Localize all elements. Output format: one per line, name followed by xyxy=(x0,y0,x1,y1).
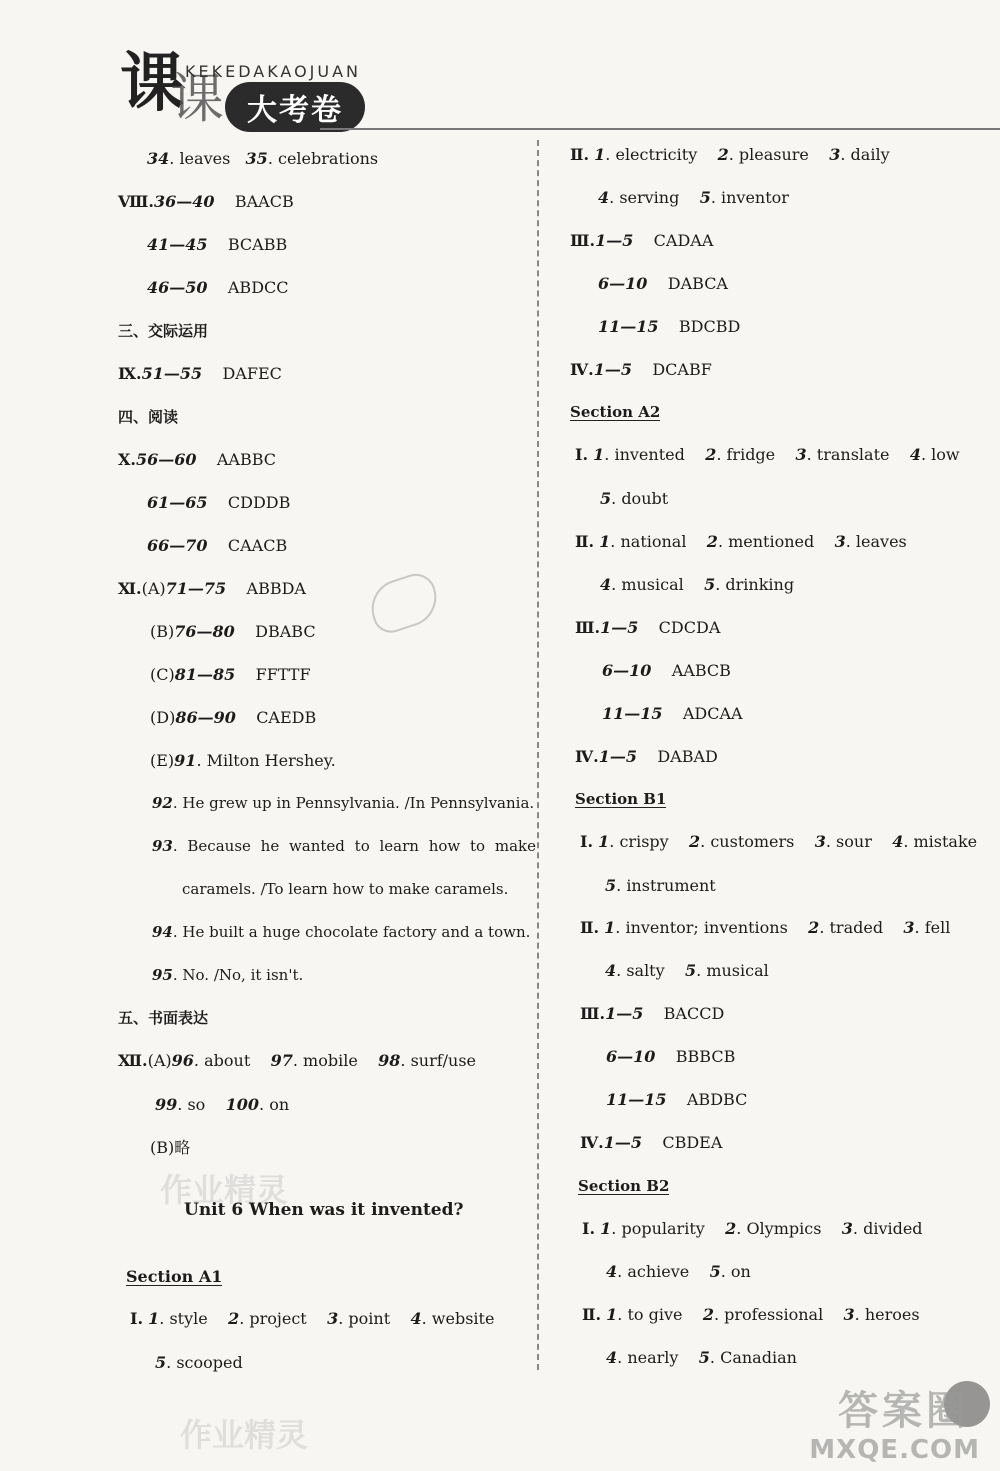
answer-line-34: 34. leaves 35. celebrations xyxy=(147,149,379,168)
answer-line-93: 93. Because he wanted to learn how to make xyxy=(152,837,536,855)
logo-char: 课 xyxy=(120,46,184,121)
answer-line-a2-ii: Ⅱ. 1. national 2. mentioned 3. leaves xyxy=(575,532,907,551)
answer-line-36: Ⅷ.36—40 BAACB xyxy=(118,192,294,211)
logo-pinyin: KEKEDAKAOJUAN xyxy=(185,62,361,81)
column-divider xyxy=(537,140,539,1370)
answer-line-b2-ii: Ⅱ. 1. to give 2. professional 3. heroes xyxy=(582,1305,920,1324)
answer-line-76: (B)76—80 DBABC xyxy=(150,622,316,641)
answer-line-94: 94. He built a huge chocolate factory and a town. xyxy=(152,923,531,941)
faded-stamp xyxy=(364,569,444,638)
answer-line-b2-i: Ⅰ. 1. popularity 2. Olympics 3. divided xyxy=(582,1219,923,1238)
answer-line-95: 95. No. /No, it isn't. xyxy=(152,966,304,984)
answer-line-66: 66—70 CAACB xyxy=(147,536,288,555)
answer-line-56: Ⅹ.56—60 AABBC xyxy=(118,450,277,469)
answer-line-b1-6: 6—10 BBBCB xyxy=(606,1047,736,1066)
section-b1-heading: Section B1 xyxy=(575,790,667,808)
site-watermark xyxy=(790,1371,990,1471)
answer-line-b2-i4: 4. achieve 5. on xyxy=(606,1262,751,1281)
answer-line-b1-iv: Ⅳ.1—5 CBDEA xyxy=(580,1133,723,1152)
answer-line-41: 41—45 BCABB xyxy=(147,235,288,254)
answer-line-71: Ⅺ.(A)71—75 ABBDA xyxy=(118,579,306,598)
heading-reading: 四、阅读 xyxy=(118,408,179,426)
answer-line-92: 92. He grew up in Pennsylvania. /In Pennsylvania. xyxy=(152,794,535,812)
answer-line-r-6: 6—10 DABCA xyxy=(598,274,728,293)
answer-line-b1-11: 11—15 ABDBC xyxy=(606,1090,748,1109)
answer-line-91: (E)91. Milton Hershey. xyxy=(150,751,336,770)
answer-line-r-11: 11—15 BDCBD xyxy=(598,317,741,336)
ghost-watermark-bottom: 作业精灵 xyxy=(180,1416,309,1454)
answer-line-a2-i: Ⅰ. 1. invented 2. fridge 3. translate 4. low xyxy=(575,445,960,464)
unit-title: Unit 6 When was it invented? xyxy=(184,1200,464,1220)
section-a2-heading: Section A2 xyxy=(570,403,661,421)
answer-line-81: (C)81—85 FFTTF xyxy=(150,665,311,684)
answer-line-r-iv: Ⅳ.1—5 DCABF xyxy=(570,360,712,379)
ghost-watermark-top: 作业精灵 xyxy=(160,1171,289,1209)
logo-char-shadow: 课 xyxy=(170,67,224,130)
answer-line-r-iii: Ⅲ.1—5 CADAA xyxy=(570,231,714,250)
answer-line-a2-ii4: 4. musical 5. drinking xyxy=(600,575,795,594)
answer-line-r-ii: Ⅱ. 1. electricity 2. pleasure 3. daily xyxy=(570,145,890,164)
watermark-url: MXQE.COM xyxy=(809,1435,980,1465)
heading-writing: 五、书面表达 xyxy=(118,1009,209,1027)
answer-line-a2-iii: Ⅲ.1—5 CDCDA xyxy=(575,618,721,637)
page-header xyxy=(0,0,1000,140)
section-a1-heading: Section A1 xyxy=(126,1267,223,1286)
section-b2-heading: Section B2 xyxy=(578,1177,670,1195)
answer-line-46: 46—50 ABDCC xyxy=(147,278,289,297)
answer-line-a1-i5: 5. scooped xyxy=(155,1353,243,1372)
header-rule xyxy=(320,128,1000,130)
answer-line-b-omit: (B)略 xyxy=(150,1138,191,1157)
watermark-text: 答案圈 xyxy=(838,1388,970,1434)
answer-line-61: 61—65 CDDDB xyxy=(147,493,291,512)
answer-line-b1-i: Ⅰ. 1. crispy 2. customers 3. sour 4. mistake xyxy=(580,832,978,851)
answer-line-a2-i5: 5. doubt xyxy=(600,489,669,508)
answer-line-b1-i5: 5. instrument xyxy=(605,876,716,895)
answer-line-a2-11: 11—15 ADCAA xyxy=(602,704,743,723)
answer-line-96: Ⅻ.(A)96. about 97. mobile 98. surf/use xyxy=(118,1051,477,1070)
answer-line-99: 99. so 100. on xyxy=(155,1095,290,1114)
answer-line-a1-i: Ⅰ. 1. style 2. project 3. point 4. website xyxy=(130,1309,495,1328)
logo-oval: 大考卷 xyxy=(225,82,365,132)
answer-line-b1-ii4: 4. salty 5. musical xyxy=(605,961,769,980)
answer-line-a2-iv: Ⅳ.1—5 DABAD xyxy=(575,747,718,766)
answer-line-51: Ⅸ.51—55 DAFEC xyxy=(118,364,282,383)
answer-line-b1-iii: Ⅲ.1—5 BACCD xyxy=(580,1004,725,1023)
answer-line-r-ii4: 4. serving 5. inventor xyxy=(598,188,789,207)
answer-line-b2-ii4: 4. nearly 5. Canadian xyxy=(606,1348,797,1367)
answer-line-86: (D)86—90 CAEDB xyxy=(150,708,317,727)
heading-communication: 三、交际运用 xyxy=(118,322,209,340)
answer-line-b1-ii: Ⅱ. 1. inventor; inventions 2. traded 3. fell xyxy=(580,918,951,937)
answer-line-93-cont: caramels. /To learn how to make caramels. xyxy=(182,880,509,898)
answer-line-a2-6: 6—10 AABCB xyxy=(602,661,731,680)
